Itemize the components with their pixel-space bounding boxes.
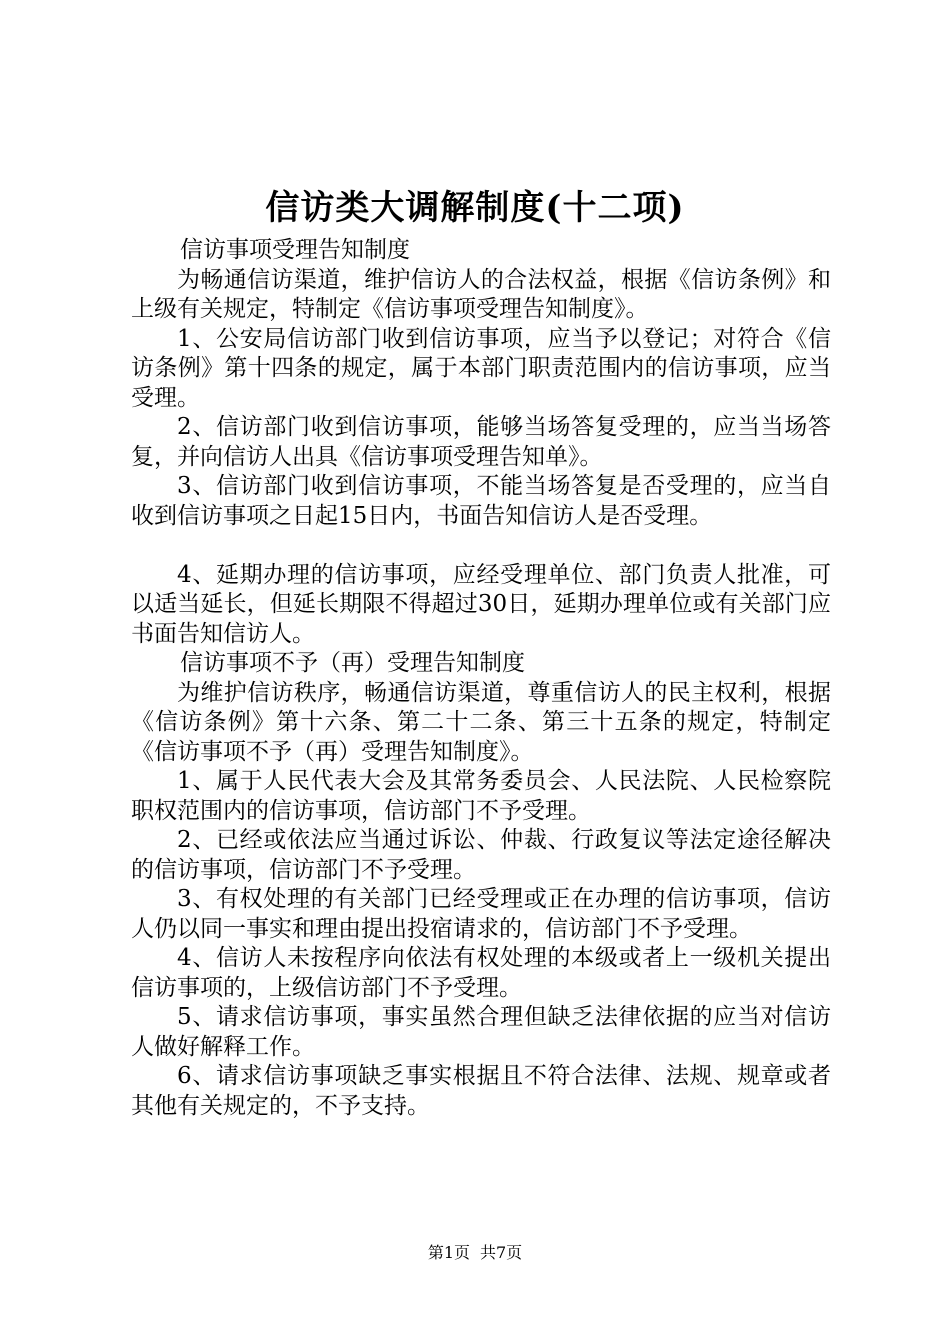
section-heading: 信访事项受理告知制度 xyxy=(180,237,410,263)
section-heading: 信访事项不予（再）受理告知制度 xyxy=(180,650,525,676)
list-item: 3、有权处理的有关部门已经受理或正在办理的信访事项，信访人仍以同一事实和理由提出投宿请求的，信访部门不予受理。 xyxy=(131,886,831,942)
page-total: 共7页 xyxy=(480,1243,523,1262)
list-item: 1、属于人民代表大会及其常务委员会、人民法院、人民检察院职权范围内的信访事项，信访部门不予受理。 xyxy=(131,768,831,824)
page-footer xyxy=(0,1242,950,1264)
section-intro: 为畅通信访渠道，维护信访人的合法权益，根据《信访条例》和上级有关规定，特制定《信访事项受理告知制度》。 xyxy=(131,266,831,322)
list-item: 2、信访部门收到信访事项，能够当场答复受理的，应当当场答复，并向信访人出具《信访事项受理告知单》。 xyxy=(131,414,831,470)
section-intro: 为维护信访秩序，畅通信访渠道，尊重信访人的民主权利，根据《信访条例》第十六条、第二十二条、第三十五条的规定，特制定《信访事项不予（再）受理告知制度》。 xyxy=(131,679,831,765)
list-item: 6、请求信访事项缺乏事实根据且不符合法律、法规、规章或者其他有关规定的，不予支持。 xyxy=(131,1063,831,1119)
list-item: 3、信访部门收到信访事项，不能当场答复是否受理的，应当自收到信访事项之日起15日内，书面告知信访人是否受理。 xyxy=(131,473,831,529)
list-item: 4、延期办理的信访事项，应经受理单位、部门负责人批准，可以适当延长，但延长期限不得超过30日，延期办理单位或有关部门应书面告知信访人。 xyxy=(131,561,831,647)
list-item: 1、公安局信访部门收到信访事项，应当予以登记；对符合《信访条例》第十四条的规定，属于本部门职责范围内的信访事项，应当受理。 xyxy=(131,325,831,411)
list-item: 5、请求信访事项，事实虽然合理但缺乏法律依据的应当对信访人做好解释工作。 xyxy=(131,1004,831,1060)
document-title: 信访类大调解制度(十二项) xyxy=(265,188,685,228)
list-item: 4、信访人未按程序向依法有权处理的本级或者上一级机关提出信访事项的，上级信访部门不予受理。 xyxy=(131,945,831,1001)
page-number: 第1页 xyxy=(427,1243,470,1262)
paragraph-gap xyxy=(131,531,831,561)
list-item: 2、已经或依法应当通过诉讼、仲裁、行政复议等法定途径解决的信访事项，信访部门不予受理。 xyxy=(131,827,831,883)
document-body xyxy=(131,236,831,1121)
